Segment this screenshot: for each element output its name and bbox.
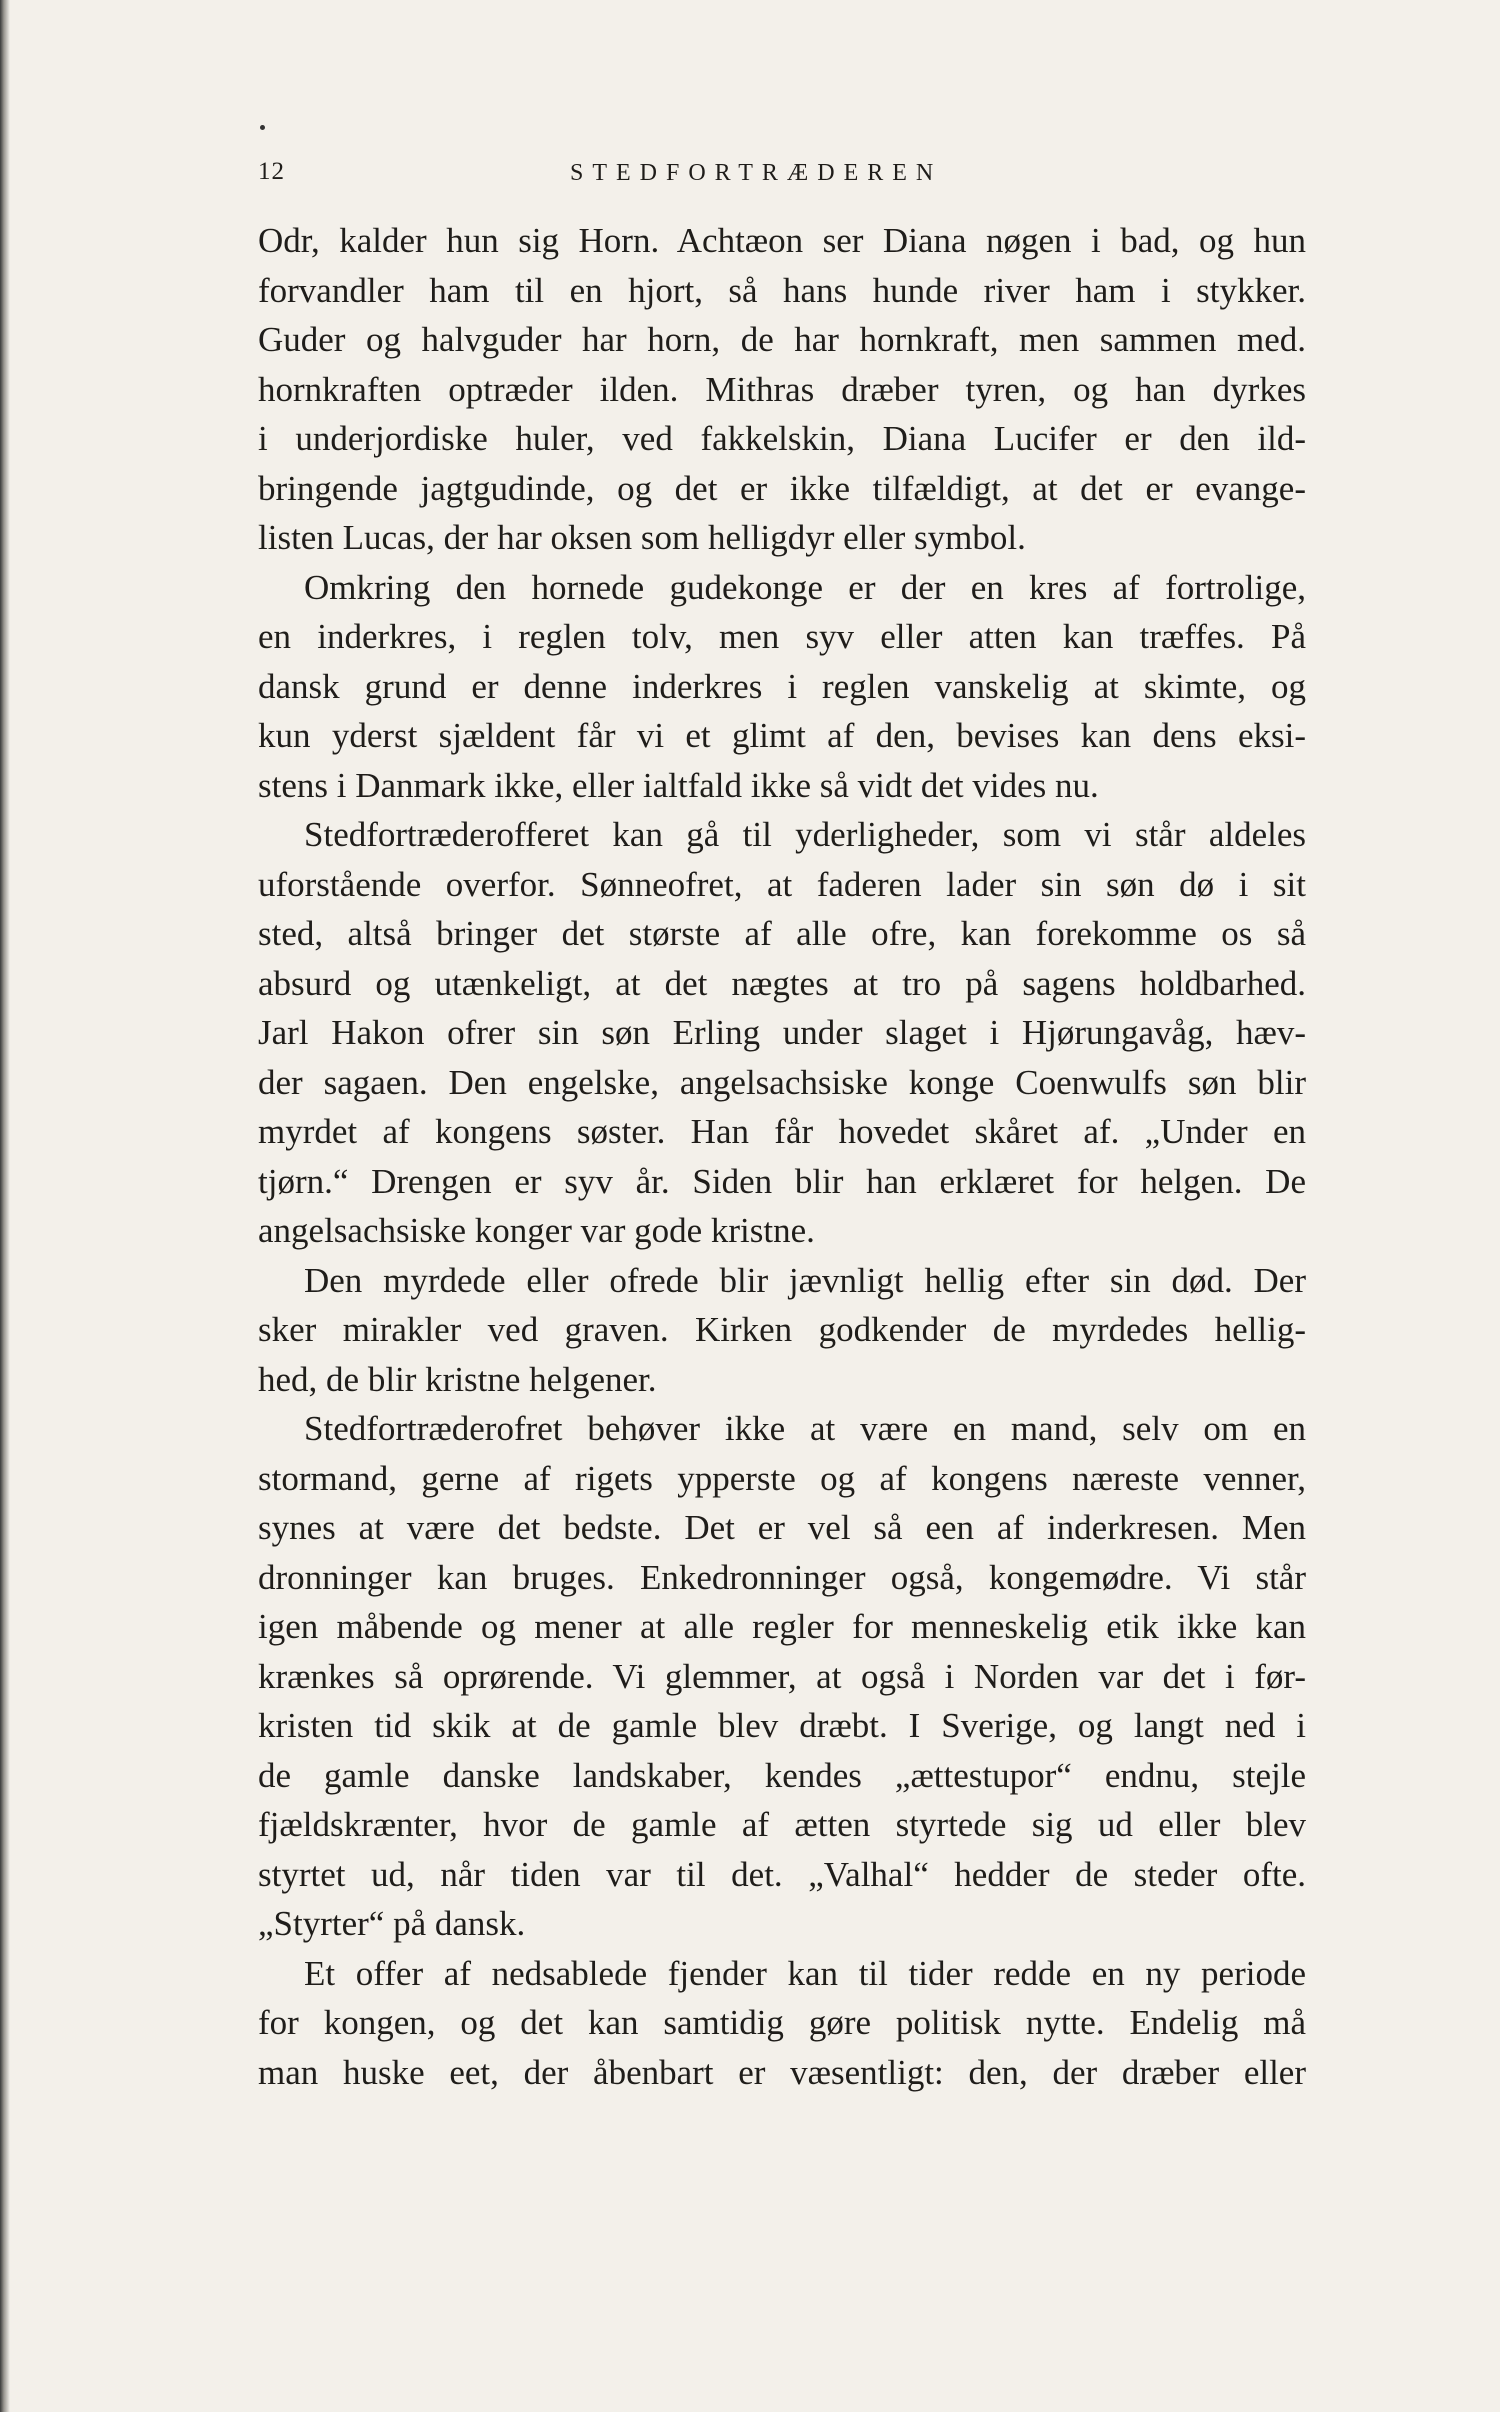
text-line: dansk grund er denne inderkres i reglen vanskelig at skimte, og bbox=[258, 666, 1306, 706]
text-line: myrdet af kongens søster. Han får hovedet skåret af. „Under en bbox=[258, 1112, 1306, 1151]
text-line: fjældskrænter, hvor de gamle af ætten styrtede sig ud eller blev bbox=[258, 1805, 1306, 1844]
text-line: angelsachsiske konger var gode kristne. bbox=[258, 1211, 815, 1250]
text-line: krænkes så oprørende. Vi glemmer, at også i Norden var det i før- bbox=[258, 1656, 1306, 1696]
text-line: styrtet ud, når tiden var til det. „Valhal“ hedder de steder ofte. bbox=[258, 1854, 1306, 1894]
text-line: hed, de blir kristne helgener. bbox=[258, 1359, 657, 1399]
text-line: Stedfortræderofferet kan gå til yderligheder, som vi står aldeles bbox=[304, 815, 1306, 854]
text-line: i underjordiske huler, ved fakkelskin, Diana Lucifer er den ild- bbox=[258, 419, 1306, 458]
text-line: dronninger kan bruges. Enkedronninger også, kongemødre. Vi står bbox=[258, 1557, 1306, 1597]
page-number: 12 bbox=[258, 158, 285, 185]
text-line: Jarl Hakon ofrer sin søn Erling under slaget i Hjørungavåg, hæv- bbox=[258, 1013, 1306, 1052]
text-line: uforstående overfor. Sønneofret, at faderen lader sin søn dø i sit bbox=[258, 864, 1306, 904]
text-line: bringende jagtgudinde, og det er ikke tilfældigt, at det er evange- bbox=[258, 468, 1306, 508]
text-line: Guder og halvguder har horn, de har hornkraft, men sammen med. bbox=[258, 320, 1306, 359]
text-line: synes at være det bedste. Det er vel så een af inderkresen. Men bbox=[258, 1508, 1306, 1547]
page-edge-shadow bbox=[0, 0, 10, 2412]
text-line: „Styrter“ på dansk. bbox=[258, 1904, 526, 1943]
text-line: igen måbende og mener at alle regler for menneskelig etik ikke kan bbox=[258, 1607, 1306, 1646]
text-line: sker mirakler ved graven. Kirken godkender de myrdedes hellig- bbox=[258, 1310, 1306, 1349]
text-line: Stedfortræderofret behøver ikke at være en mand, selv om en bbox=[304, 1409, 1306, 1448]
ink-speck bbox=[260, 125, 265, 130]
text-line: kristen tid skik at de gamle blev dræbt. I Sverige, og langt ned i bbox=[258, 1706, 1306, 1745]
text-line: absurd og utænkeligt, at det nægtes at tro på sagens holdbarhed. bbox=[258, 963, 1306, 1003]
text-line: kun yderst sjældent får vi et glimt af den, bevises kan dens eksi- bbox=[258, 716, 1306, 755]
text-line: forvandler ham til en hjort, så hans hunde river ham i stykker. bbox=[258, 270, 1306, 310]
text-line: der sagaen. Den engelske, angelsachsiske konge Coenwulfs søn blir bbox=[258, 1062, 1306, 1102]
text-line: listen Lucas, der har oksen som helligdyr eller symbol. bbox=[258, 518, 1026, 557]
text-line: man huske eet, der åbenbart er væsentligt: den, der dræber eller bbox=[258, 2052, 1306, 2092]
text-line: Odr, kalder hun sig Horn. Achtæon ser Diana nøgen i bad, og hun bbox=[258, 221, 1306, 260]
page-header bbox=[258, 158, 1300, 198]
text-line: Et offer af nedsablede fjender kan til tider redde en ny periode bbox=[304, 1953, 1306, 1993]
text-line: hornkraften optræder ilden. Mithras dræber tyren, og han dyrkes bbox=[258, 369, 1306, 409]
text-line: Den myrdede eller ofrede blir jævnligt hellig efter sin død. Der bbox=[304, 1260, 1306, 1300]
body-text bbox=[258, 216, 1306, 2097]
text-line: en inderkres, i reglen tolv, men syv eller atten kan træffes. På bbox=[258, 617, 1306, 656]
text-line: Omkring den hornede gudekonge er der en kres af fortrolige, bbox=[304, 567, 1306, 607]
text-line: de gamle danske landskaber, kendes „ættestupor“ endnu, stejle bbox=[258, 1755, 1306, 1795]
running-title: STEDFORTRÆDEREN bbox=[570, 160, 943, 186]
text-line: for kongen, og det kan samtidig gøre politisk nytte. Endelig må bbox=[258, 2003, 1306, 2042]
text-line: sted, altså bringer det største af alle ofre, kan forekomme os så bbox=[258, 914, 1306, 953]
text-line: tjørn.“ Drengen er syv år. Siden blir han erklæret for helgen. De bbox=[258, 1161, 1306, 1201]
text-line: stormand, gerne af rigets ypperste og af kongens næreste venner, bbox=[258, 1458, 1306, 1498]
text-line: stens i Danmark ikke, eller ialtfald ikke så vidt det vides nu. bbox=[258, 765, 1099, 805]
